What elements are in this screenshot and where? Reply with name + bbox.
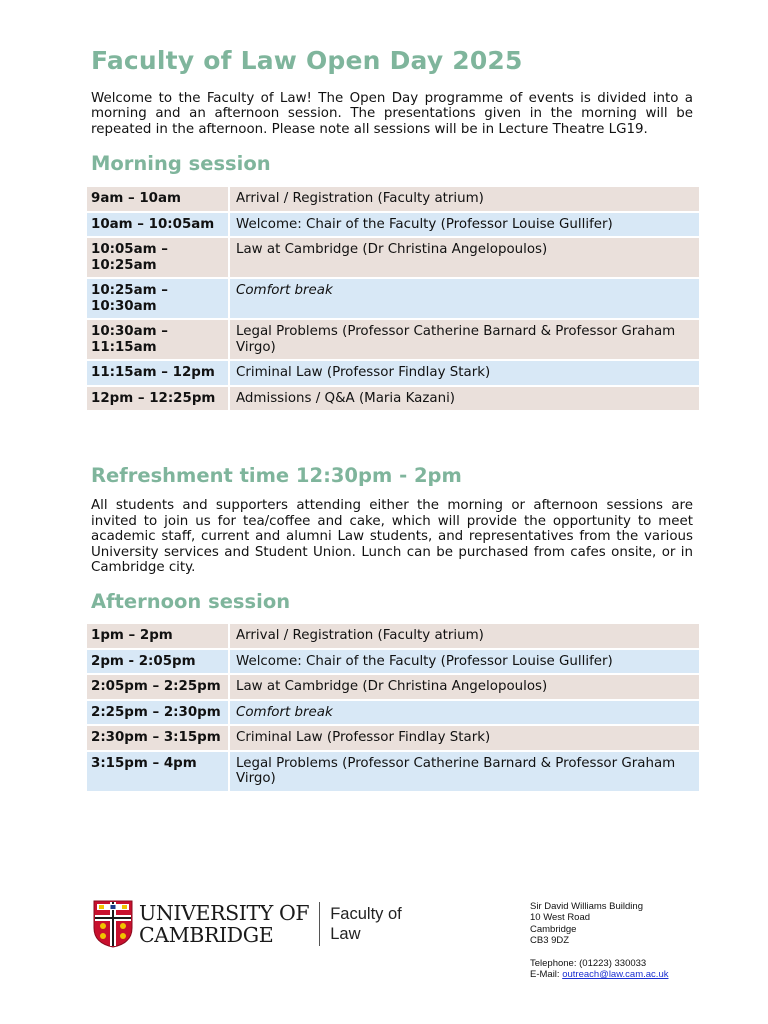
university-name-line1: UNIVERSITY OF (139, 901, 310, 925)
row-time: 2:05pm – 2:25pm (87, 675, 228, 699)
row-time: 1pm – 2pm (87, 624, 228, 648)
morning-schedule (87, 187, 699, 412)
email-label: E-Mail: (530, 969, 563, 981)
schedule-row (87, 624, 699, 648)
afternoon-heading: Afternoon session (91, 590, 291, 613)
row-event: Legal Problems (Professor Catherine Barnard & Professor Graham Virgo) (230, 320, 699, 359)
row-event: Law at Cambridge (Dr Christina Angelopoulos) (230, 238, 699, 277)
row-time: 10:05am – 10:25am (87, 238, 228, 277)
row-event: Criminal Law (Professor Findlay Stark) (230, 361, 699, 385)
row-event: Welcome: Chair of the Faculty (Professor Louise Gullifer) (230, 213, 699, 237)
row-time: 2pm - 2:05pm (87, 650, 228, 674)
faculty-name (330, 904, 402, 944)
contact-address (530, 901, 668, 980)
row-time: 10:30am – 11:15am (87, 320, 228, 359)
email-line (530, 969, 668, 980)
schedule-row (87, 361, 699, 385)
row-event: Arrival / Registration (Faculty atrium) (230, 624, 699, 648)
row-time: 10am – 10:05am (87, 213, 228, 237)
cambridge-crest-icon (93, 900, 133, 948)
schedule-row (87, 387, 699, 411)
row-event: Criminal Law (Professor Findlay Stark) (230, 726, 699, 750)
row-time: 2:30pm – 3:15pm (87, 726, 228, 750)
row-event: Comfort break (230, 279, 699, 318)
schedule-row (87, 726, 699, 750)
spacer (530, 947, 668, 958)
schedule-row (87, 320, 699, 359)
schedule-row (87, 187, 699, 211)
telephone: Telephone: (01223) 330033 (530, 957, 647, 969)
address-line: 10 West Road (530, 912, 591, 924)
schedule-row (87, 650, 699, 674)
page-title: Faculty of Law Open Day 2025 (91, 46, 523, 75)
row-time: 10:25am – 10:30am (87, 279, 228, 318)
afternoon-schedule (87, 624, 699, 793)
morning-heading: Morning session (91, 152, 271, 175)
row-time: 2:25pm – 2:30pm (87, 701, 228, 725)
row-event: Law at Cambridge (Dr Christina Angelopoulos) (230, 675, 699, 699)
address-line: Cambridge (530, 923, 577, 935)
row-event: Welcome: Chair of the Faculty (Professor Louise Gullifer) (230, 650, 699, 674)
row-event: Legal Problems (Professor Catherine Barnard & Professor Graham Virgo) (230, 752, 699, 791)
row-event: Admissions / Q&A (Maria Kazani) (230, 387, 699, 411)
schedule-row (87, 213, 699, 237)
university-name-line2: CAMBRIDGE (139, 923, 274, 947)
row-time: 12pm – 12:25pm (87, 387, 228, 411)
logo-divider (319, 902, 320, 946)
faculty-name-line1: Faculty of (330, 905, 402, 923)
intro-paragraph: Welcome to the Faculty of Law! The Open Day programme of events is divided into a morning and an afternoon session. The presentations given in the morning will be repeated in the afternoon. Please note all sessions will be in Lecture Theatre LG19. (91, 91, 693, 137)
row-time: 11:15am – 12pm (87, 361, 228, 385)
schedule-row (87, 752, 699, 791)
row-time: 3:15pm – 4pm (87, 752, 228, 791)
schedule-row (87, 238, 699, 277)
schedule-row (87, 701, 699, 725)
refreshment-heading: Refreshment time 12:30pm - 2pm (91, 464, 462, 487)
schedule-row (87, 675, 699, 699)
row-event: Comfort break (230, 701, 699, 725)
email-link[interactable]: outreach@law.cam.ac.uk (562, 969, 669, 981)
university-logo (93, 900, 402, 948)
row-event: Arrival / Registration (Faculty atrium) (230, 187, 699, 211)
row-time: 9am – 10am (87, 187, 228, 211)
schedule-row (87, 279, 699, 318)
faculty-name-line2: Law (330, 925, 361, 943)
university-name (139, 902, 309, 946)
address-line: Sir David Williams Building (530, 901, 643, 912)
refreshment-paragraph: All students and supporters attending either the morning or afternoon sessions are invited to join us for tea/coffee and cake, which will provide the opportunity to meet academic staff, current and alumni Law students, and representatives from the various University services and Student Union. Lunch can be purchased from cafes onsite, or in Cambridge city. (91, 498, 693, 575)
address-line: CB3 9DZ (530, 935, 570, 947)
